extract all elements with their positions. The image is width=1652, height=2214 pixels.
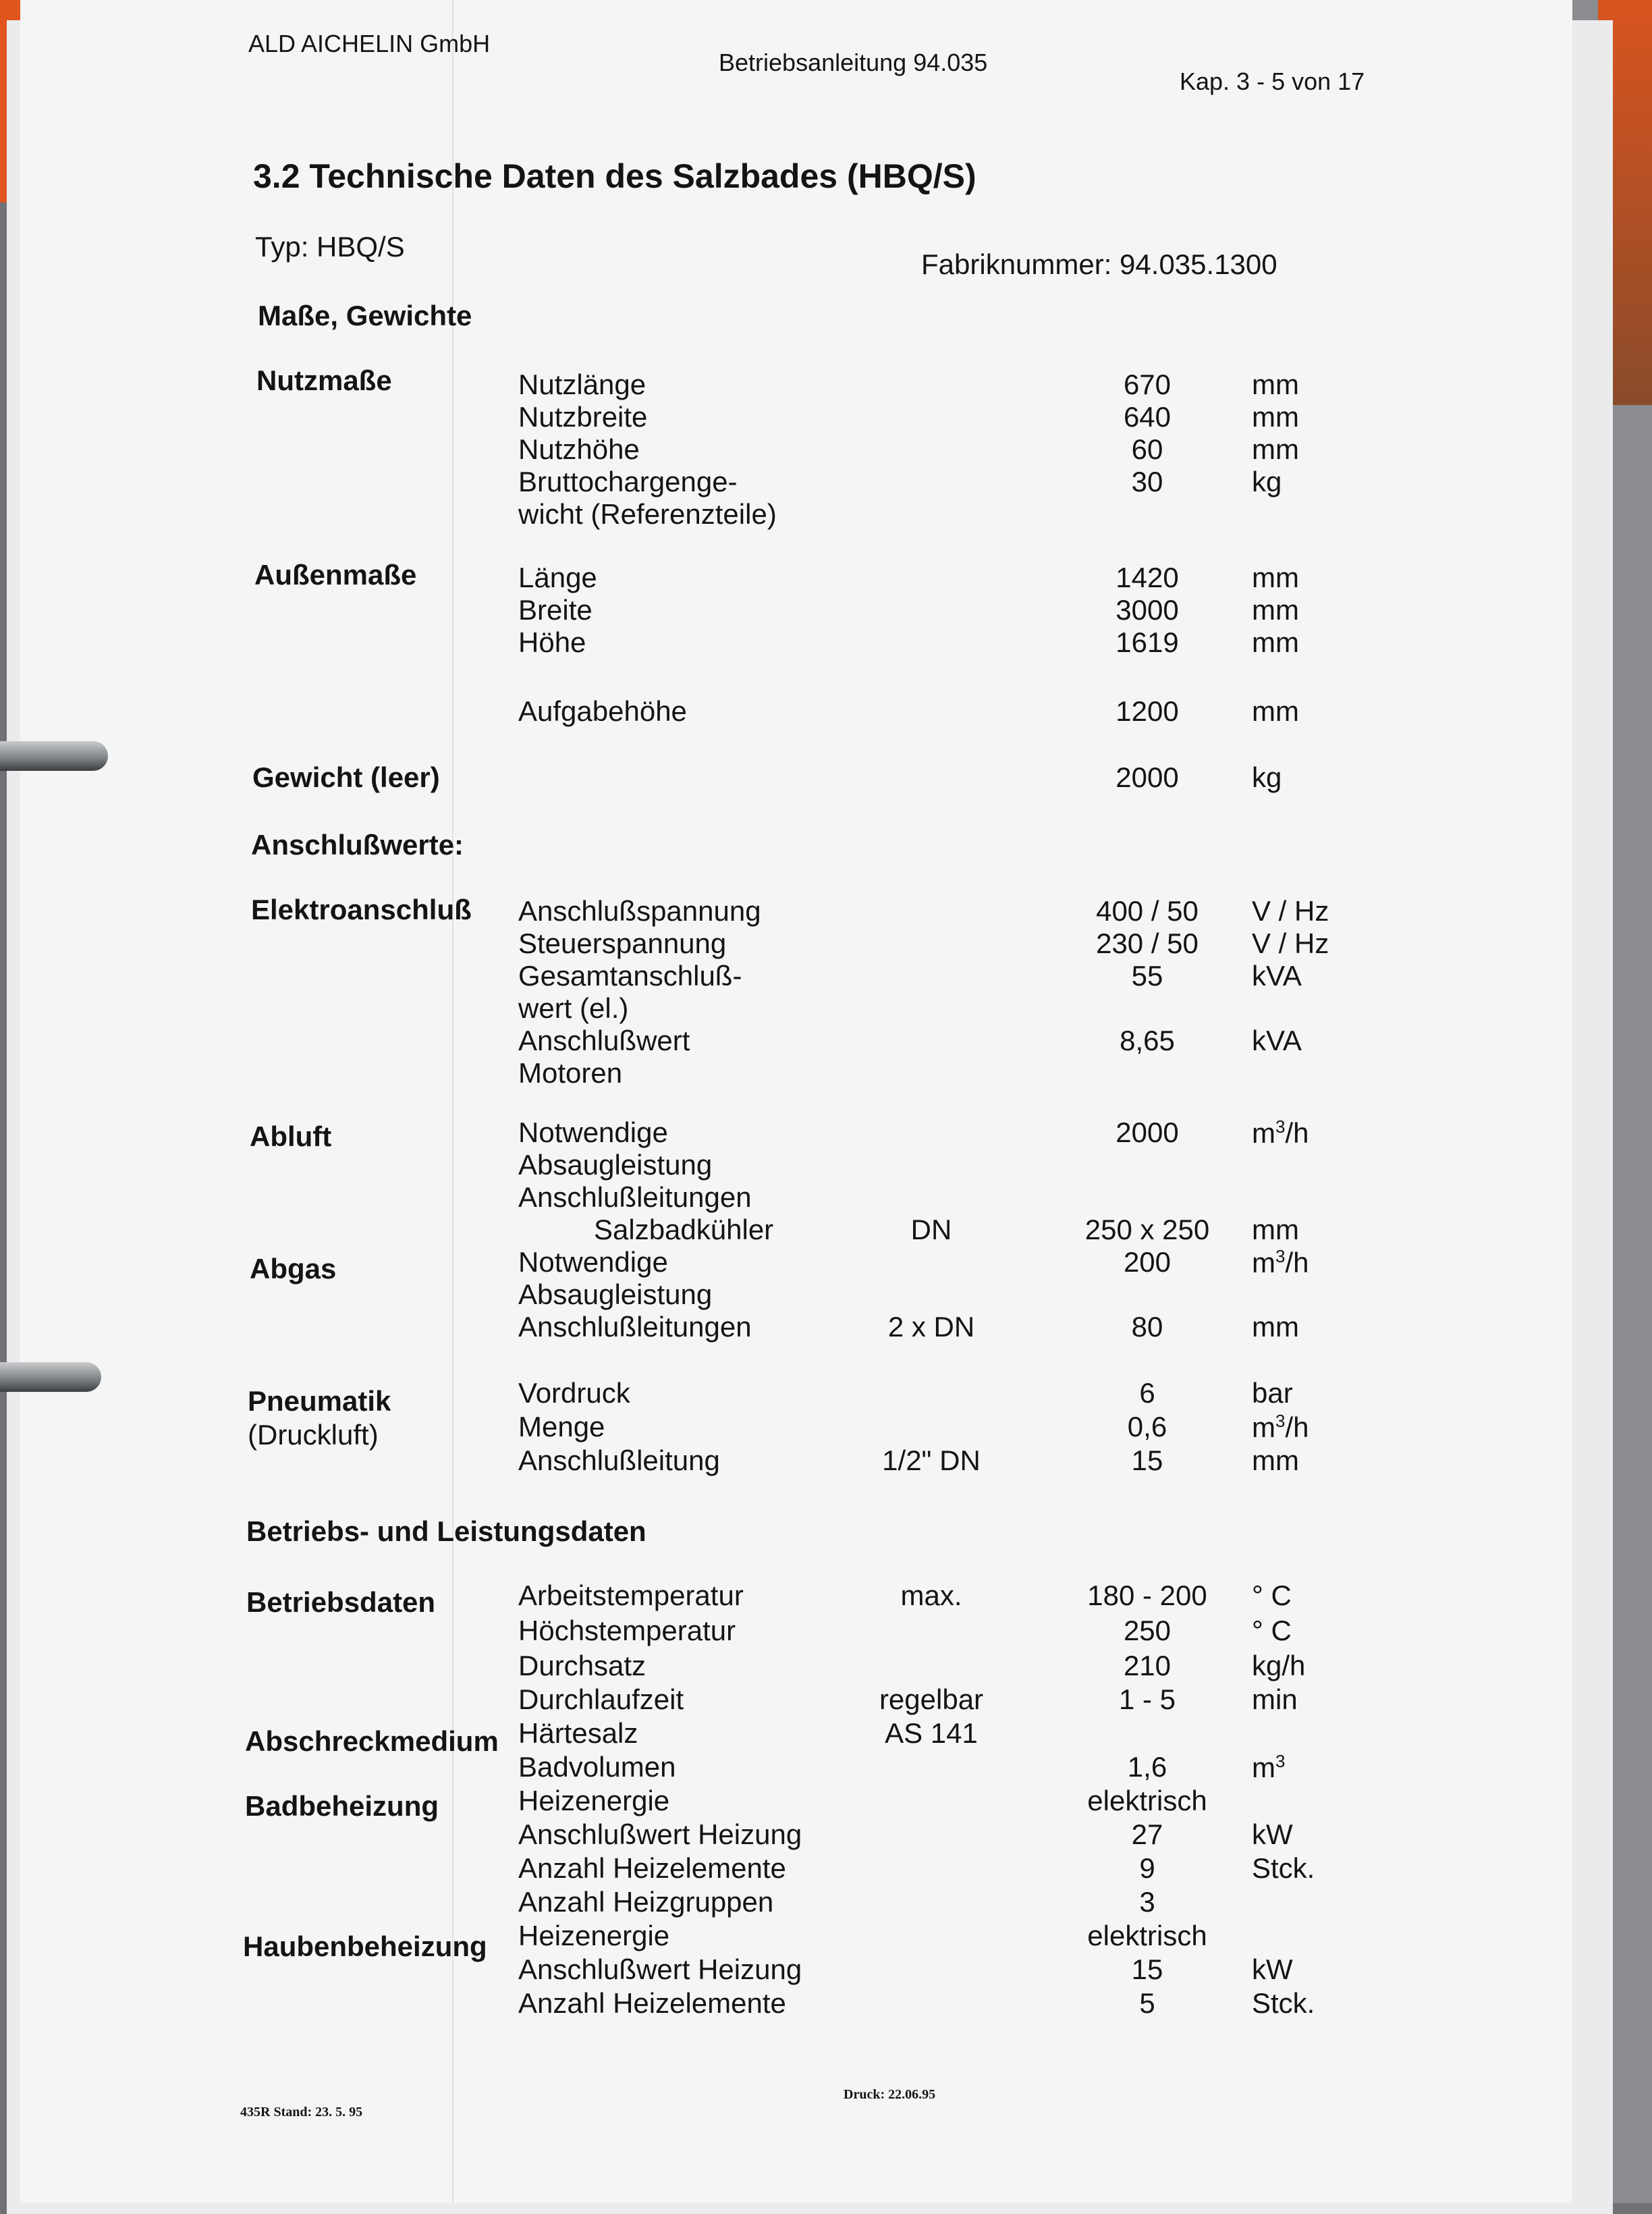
- binder-ring-bottom: [0, 1362, 101, 1392]
- group-aussenmasse: Außenmaße: [254, 559, 417, 591]
- manual-number: Betriebsanleitung 94.035: [719, 49, 988, 76]
- group-pneumatik-sub: (Druckluft): [248, 1419, 379, 1451]
- group-abluft: Abluft: [250, 1120, 332, 1152]
- page-title: 3.2 Technische Daten des Salzbades (HBQ/S): [253, 157, 976, 195]
- group-elektro: Elektroanschluß: [251, 894, 472, 925]
- binder-ring-top: [0, 741, 108, 771]
- footer-druck: Druck: 22.06.95: [844, 2087, 936, 2102]
- group-pneumatik: Pneumatik: [248, 1385, 391, 1417]
- group-gewicht: Gewicht (leer): [252, 761, 440, 793]
- group-abschreck: Abschreckmedium: [245, 1725, 499, 1757]
- group-haubenbeheizung: Haubenbeheizung: [243, 1931, 487, 1962]
- document-page: ALD AICHELIN GmbH Betriebsanleitung 94.035 Kap. 3 - 5 von 17 3.2 Technische Daten des Salzbades (HBQ/S) Typ: HBQ/S Fabriknummer: 94.035.1300 Maße, Gewichte Anschlußwerte: Betriebs- und Leistungsdaten Nutzmaße Außenmaße Gewicht (leer) Elektroanschluß Abluft Abgas Pneumatik (Druckluft) Betriebsdaten Abschreckmedium Badbeheizung Haubenbeheizung Nutzlänge 670 mm Nutzbreite 640 mm Nutzhöhe 60 mm Bruttochargenge- 30 kg wicht (Referenzteile) Länge 1420 mm Breite 3000 mm Höhe 1619 mm Aufgabehöhe 1200 mm 2000 kg Anschlußspannung 400 / 50 V / Hz Steuerspannung 230 / 50 V / Hz Gesamtanschluß- 55 kVA wert (el.) Anschlußwert 8,65 kVA Motoren Notwendige 2000 $m^3/h$ Absaugleistung Anschlußleitungen Salzbadkühler DN 250 x 250 mm Notwendige 200 $m^3/h$ Absaugleistung Anschlußleitungen 2 x DN 80 mm Vordruck 6 bar Menge 0,6 $m^3/h$ Anschlußleitung 1/2" DN 15 mm Arbeitstemperatur max. 180 - 200 ° C Höchstemperatur 250 ° C Durchsatz 210 kg/h Durchlaufzeit regelbar 1 - 5 min Härtesalz AS 141 Badvolumen 1,6 $m^3$ Heizenergie elektrisch Anschlußwert Heizung 27 kW Anzahl Heizelemente 9 Stck. Anzahl Heizgruppen 3 Heizenergie elektrisch Anschlußwert Heizung 15 kW Anzahl Heizelemente 5 Stck. 435R Stand: 23. 5. 95 Druck: 22.06.95: [20, 0, 1572, 2203]
- group-nutzmasse: Nutzmaße: [256, 364, 392, 396]
- company-name: ALD AICHELIN GmbH: [248, 30, 491, 57]
- section-anschluss: Anschlußwerte:: [251, 829, 464, 861]
- type-label: Typ: HBQ/S: [255, 231, 405, 263]
- serial-number: Fabriknummer: 94.035.1300: [921, 248, 1277, 280]
- group-betriebsdaten: Betriebsdaten: [246, 1586, 436, 1618]
- section-betrieb: Betriebs- und Leistungsdaten: [246, 1515, 646, 1547]
- chapter-ref: Kap. 3 - 5 von 17: [1180, 68, 1365, 95]
- group-abgas: Abgas: [250, 1253, 337, 1285]
- section-masse: Maße, Gewichte: [258, 300, 472, 331]
- footer-stand: 435R Stand: 23. 5. 95: [240, 2105, 363, 2120]
- group-badbeheizung: Badbeheizung: [245, 1790, 439, 1822]
